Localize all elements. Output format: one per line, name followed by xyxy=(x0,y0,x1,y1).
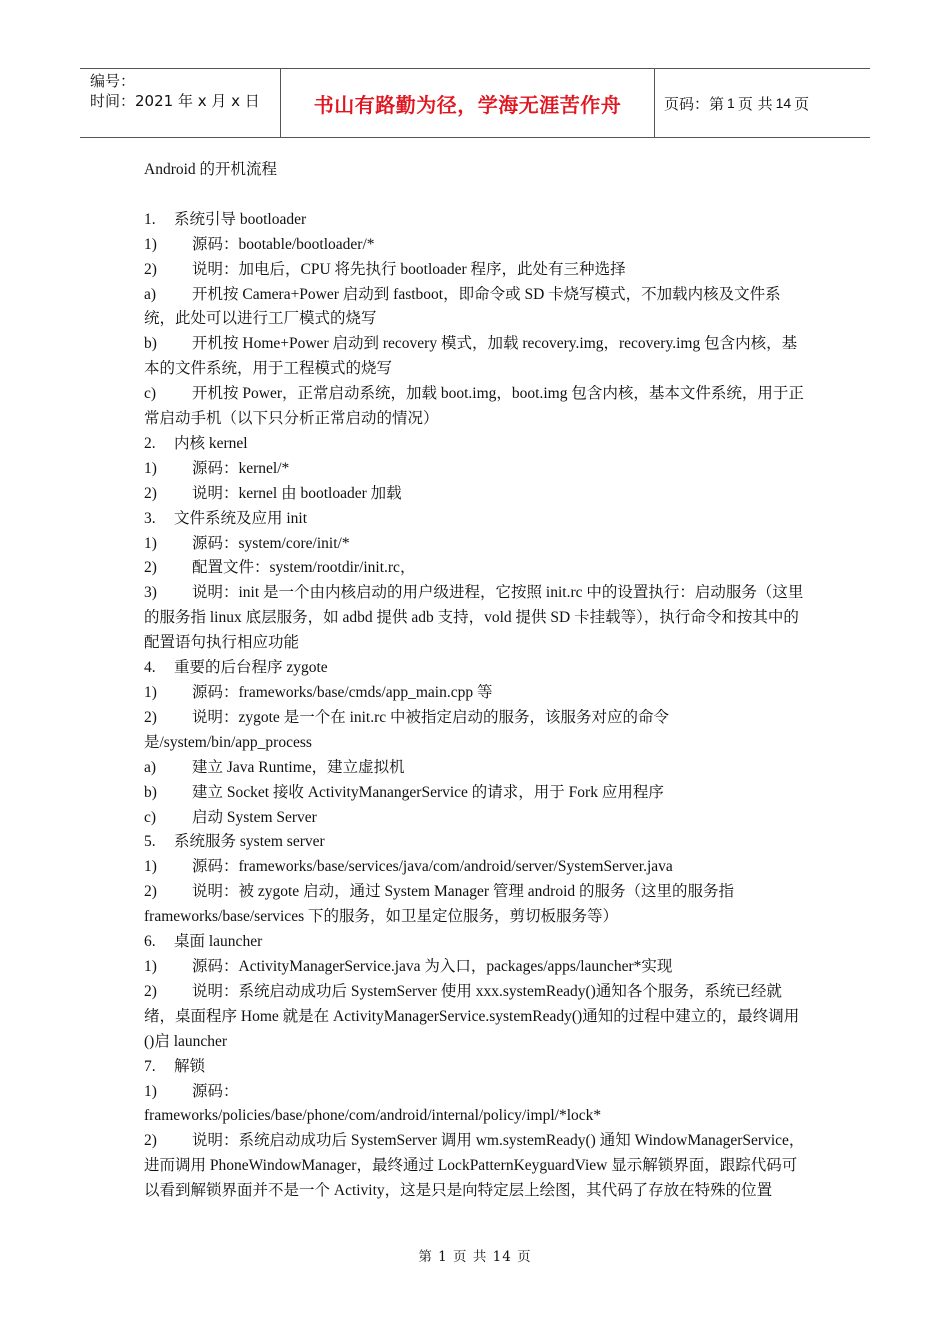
line-label: 3. xyxy=(144,509,156,527)
line-label: 2) xyxy=(144,982,157,1000)
page-header xyxy=(80,68,870,138)
line-label: c) xyxy=(144,808,157,826)
document-line xyxy=(144,581,806,656)
line-label: 3) xyxy=(144,584,157,602)
document-title: Android 的开机流程 xyxy=(144,161,278,178)
document-body xyxy=(144,158,806,1204)
line-label: 1. xyxy=(144,210,156,228)
line-label: b) xyxy=(144,783,157,801)
document-code-label: 编号： xyxy=(90,72,136,90)
line-text: 系统服务 system server xyxy=(174,833,325,851)
line-text: 源码：frameworks/base/cmds/app_main.cpp 等 xyxy=(192,684,493,702)
document-time-label: 时间：2021 年 x 月 x 日 xyxy=(90,92,260,110)
header-motto-cell xyxy=(281,69,655,137)
line-text: 说明：init 是一个由内核启动的用户级进程，它按照 init.rc 中的设置执行：启动服务（这里的服务指 linux 底层服务，如 adbd 提供 adb 支持，vold 提供 SD 卡挂载等），执行命令和按其中的配置语句执行相应功能 xyxy=(144,584,804,652)
page-footer: 第 1 页 共 14 页 xyxy=(418,1249,532,1265)
document-line xyxy=(144,980,806,1055)
line-label: 1) xyxy=(144,1082,157,1100)
document-line xyxy=(144,1080,806,1105)
line-text: 内核 kernel xyxy=(174,434,248,452)
line-label: 1) xyxy=(144,534,157,552)
line-text: 说明：被 zygote 启动，通过 System Manager 管理 android 的服务（这里的服务指 frameworks/base/services 下的服务，如卫星定位服务，剪切板服务等） xyxy=(144,883,735,926)
line-text: 建立 Java Runtime，建立虚拟机 xyxy=(192,758,405,776)
document-line xyxy=(144,382,806,432)
line-text: 说明：加电后，CPU 将先执行 bootloader 程序，此处有三种选择 xyxy=(192,260,626,278)
line-label: 1) xyxy=(144,235,157,253)
document-line xyxy=(144,930,806,955)
line-text: 配置文件：system/rootdir/init.rc， xyxy=(192,559,416,577)
line-text: 系统引导 bootloader xyxy=(174,210,307,228)
document-line xyxy=(144,1129,806,1204)
line-label: 4. xyxy=(144,659,156,677)
document-line xyxy=(144,432,806,457)
document-line xyxy=(144,656,806,681)
document-line xyxy=(144,556,806,581)
line-text: 桌面 launcher xyxy=(174,933,263,951)
line-label: 6. xyxy=(144,933,156,951)
line-label: 2) xyxy=(144,883,157,901)
line-text: 说明：系统启动成功后 SystemServer 调用 wm.systemReady() 通知 WindowManagerService，进而调用 PhoneWindowManager，最终通过 LockPatternKeyguardView 显示解锁界面，跟踪代码可以看到解锁界面并不是一个 Activity，这是只是向特定层上绘图，其代码了存放在特殊的位置 xyxy=(144,1132,805,1200)
line-label: 1) xyxy=(144,957,157,975)
line-text: 文件系统及应用 init xyxy=(174,509,308,527)
line-text: 源码：frameworks/base/services/java/com/android/server/SystemServer.java xyxy=(192,858,673,876)
document-line xyxy=(144,706,806,756)
line-text: 解锁 xyxy=(174,1057,206,1075)
document-line xyxy=(144,283,806,333)
line-label: 2) xyxy=(144,484,157,502)
line-label: a) xyxy=(144,758,157,776)
document-line xyxy=(144,482,806,507)
document-line xyxy=(144,806,806,831)
page-mid: 页 共 xyxy=(737,94,773,113)
document-line xyxy=(144,208,806,233)
line-text: 源码：system/core/init/* xyxy=(192,534,350,552)
document-line xyxy=(144,781,806,806)
line-text: 建立 Socket 接收 ActivityManangerService 的请求，用于 Fork 应用程序 xyxy=(192,783,664,801)
line-text: 开机按 Camera+Power 启动到 fastboot，即命令或 SD 卡烧写模式，不加载内核及文件系统，此处可以进行工厂模式的烧写 xyxy=(144,285,781,328)
page-current: 1 xyxy=(727,95,735,111)
document-line xyxy=(144,955,806,980)
document-line xyxy=(144,532,806,557)
line-text: 开机按 Home+Power 启动到 recovery 模式，加载 recovery.img，recovery.img 包含内核，基本的文件系统，用于工程模式的烧写 xyxy=(144,335,798,378)
line-text: 启动 System Server xyxy=(192,808,317,826)
line-label: 1) xyxy=(144,684,157,702)
line-label: a) xyxy=(144,285,157,303)
line-label: 2) xyxy=(144,260,157,278)
header-info-cell xyxy=(80,69,281,137)
document-line xyxy=(144,1104,806,1129)
line-text: 说明：zygote 是一个在 init.rc 中被指定启动的服务，该服务对应的命令是/system/bin/app_process xyxy=(144,708,670,751)
document-line xyxy=(144,233,806,258)
document-line xyxy=(144,880,806,930)
line-text: frameworks/policies/base/phone/com/android/internal/policy/impl/*lock* xyxy=(144,1107,602,1125)
document-line xyxy=(144,1055,806,1080)
line-text: 重要的后台程序 zygote xyxy=(174,659,328,677)
document-line xyxy=(144,830,806,855)
line-label: b) xyxy=(144,335,157,353)
line-label: c) xyxy=(144,385,157,403)
line-label: 2) xyxy=(144,708,157,726)
line-label: 2) xyxy=(144,1132,157,1150)
line-label: 7. xyxy=(144,1057,156,1075)
line-text: 源码：kernel/* xyxy=(192,459,290,477)
document-line xyxy=(144,332,806,382)
line-label: 5. xyxy=(144,833,156,851)
line-label: 2. xyxy=(144,434,156,452)
document-lines xyxy=(144,208,806,1204)
header-page-cell xyxy=(655,69,870,137)
document-line xyxy=(144,457,806,482)
page-total: 14 xyxy=(775,95,792,111)
line-text: 开机按 Power，正常启动系统，加载 boot.img，boot.img 包含内核，基本文件系统，用于正常启动手机（以下只分析正常启动的情况） xyxy=(144,385,804,428)
header-motto: 书山有路勤为径，学海无涯苦作舟 xyxy=(313,92,622,117)
line-text: 说明：kernel 由 bootloader 加载 xyxy=(192,484,402,502)
line-label: 2) xyxy=(144,559,157,577)
document-line xyxy=(144,258,806,283)
page-prefix: 页码：第 xyxy=(664,94,725,113)
document-line xyxy=(144,507,806,532)
document-line xyxy=(144,681,806,706)
line-label: 1) xyxy=(144,858,157,876)
page-suffix: 页 xyxy=(794,94,810,113)
document-line xyxy=(144,855,806,880)
line-label: 1) xyxy=(144,459,157,477)
line-text: 源码：bootable/bootloader/* xyxy=(192,235,375,253)
line-text: 源码：ActivityManagerService.java 为入口，packages/apps/launcher*实现 xyxy=(192,957,673,975)
line-text: 说明：系统启动成功后 SystemServer 使用 xxx.systemReady()通知各个服务，系统已经就绪，桌面程序 Home 就是在 ActivityManagerService.systemReady()通知的过程中建立的，最终调用 ()启 launcher xyxy=(144,982,800,1050)
document-line xyxy=(144,756,806,781)
line-text: 源码： xyxy=(192,1082,239,1100)
